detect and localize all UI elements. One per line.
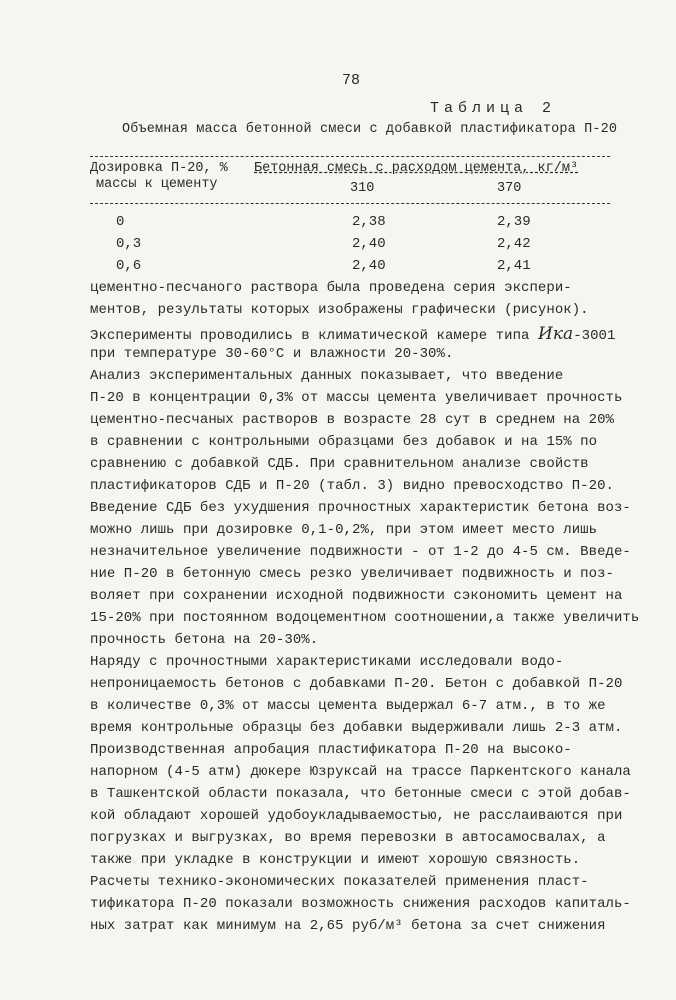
table-cell-dose: 0,3 <box>116 236 142 252</box>
text-line: в сравнении с контрольными образцами без добавок и на 15% по <box>90 434 598 450</box>
table-cell-370: 2,41 <box>497 258 531 274</box>
text-line: Анализ экспериментальных данных показывает, что введение <box>90 368 564 384</box>
text-line: Наряду с прочностными характеристиками исследовали водо- <box>90 654 564 670</box>
text-line: напорном (4-5 атм) дюкере Юзруксай на трассе Паркентского канала <box>90 764 631 780</box>
table-header-concrete-mix: Бетонная смесь с расходом цемента, кг/м³ <box>254 161 579 176</box>
text-line: П-20 в концентрации 0,3% от массы цемента увеличивает прочность <box>90 390 623 406</box>
text-line: прочность бетона на 20-30%. <box>90 632 319 648</box>
text-line: пластификаторов СДБ и П-20 (табл. 3) видно превосходство П-20. <box>90 478 614 494</box>
text-line: тификатора П-20 показали возможность снижения расходов капиталь- <box>90 896 631 912</box>
text-line: цементно-песчаного раствора была проведена серия экспери- <box>90 280 572 296</box>
text-line: незначительное увеличение подвижности - от 1-2 до 4-5 см. Введе- <box>90 544 631 560</box>
table-header-dosage-unit: массы к цементу <box>96 177 218 192</box>
text-line: непроницаемость бетонов с добавками П-20. Бетон с добавкой П-20 <box>90 676 623 692</box>
text-line: воляет при сохранении исходной подвижности сэкономить цемент на <box>90 588 623 604</box>
table-cell-370: 2,42 <box>497 236 531 252</box>
text-line: Введение СДБ без ухудшения прочностных характеристик бетона воз- <box>90 500 631 516</box>
text-line: в Ташкентской области показала, что бетонные смеси с этой добав- <box>90 786 631 802</box>
text-line: ных затрат как минимум на 2,65 руб/м³ бетона за счет снижения <box>90 918 606 934</box>
text-line: 15-20% при постоянном водоцементном соотношении,а также увеличить <box>90 610 640 626</box>
text-line: Эксперименты проводились в климатической камере типа <box>90 328 530 344</box>
text-line: ние П-20 в бетонную смесь резко увеличивает подвижность и поз- <box>90 566 614 582</box>
text-line: также при укладке в конструкции и имеют хорошую связность. <box>90 852 581 868</box>
table-label: Таблица 2 <box>430 100 557 117</box>
table-top-rule <box>90 156 610 157</box>
text-line-with-handwriting <box>90 324 615 344</box>
text-line: цементно-песчаных растворов в возрасте 28 сут в среднем на 20% <box>90 412 614 428</box>
chamber-model-number: -3001 <box>573 328 616 344</box>
table-cell-dose: 0 <box>116 214 125 230</box>
table-header-col-310: 310 <box>350 181 375 196</box>
text-line: время контрольные образцы без добавки выдерживали лишь 2-3 атм. <box>90 720 623 736</box>
table-cell-310: 2,38 <box>352 214 386 230</box>
text-line: сравнению с добавкой СДБ. При сравнительном анализе свойств <box>90 456 589 472</box>
table-cell-dose: 0,6 <box>116 258 142 274</box>
table-header-col-370: 370 <box>497 181 522 196</box>
text-line: Производственная апробация пластификатора П-20 на высоко- <box>90 742 572 758</box>
table-caption: Объемная масса бетонной смеси с добавкой пластификатора П-20 <box>122 122 618 137</box>
text-line: ментов, результаты которых изображены графически (рисунок). <box>90 302 589 318</box>
text-line: Расчеты технико-экономических показателей применения пласт- <box>90 874 589 890</box>
text-line: можно лишь при дозировке 0,1-0,2%, при этом имеет место лишь <box>90 522 598 538</box>
text-line: погрузках и выгрузках, во время перевозки в автосамосвалах, а <box>90 830 606 846</box>
page-number: 78 <box>342 72 361 89</box>
text-line: при температуре 30-60°C и влажности 20-30%. <box>90 346 454 362</box>
table-cell-370: 2,39 <box>497 214 531 230</box>
text-line: кой обладают хорошей удобоукладываемостью, не расслаиваются при <box>90 808 623 824</box>
table-cell-310: 2,40 <box>352 258 386 274</box>
table-header-rule <box>90 203 610 204</box>
table-cell-310: 2,40 <box>352 236 386 252</box>
text-line: в количестве 0,3% от массы цемента выдержал 6-7 атм., в то же <box>90 698 606 714</box>
handwritten-chamber-type: Ика <box>537 324 574 344</box>
table-header-dosage: Дозировка П-20, % <box>90 161 228 176</box>
